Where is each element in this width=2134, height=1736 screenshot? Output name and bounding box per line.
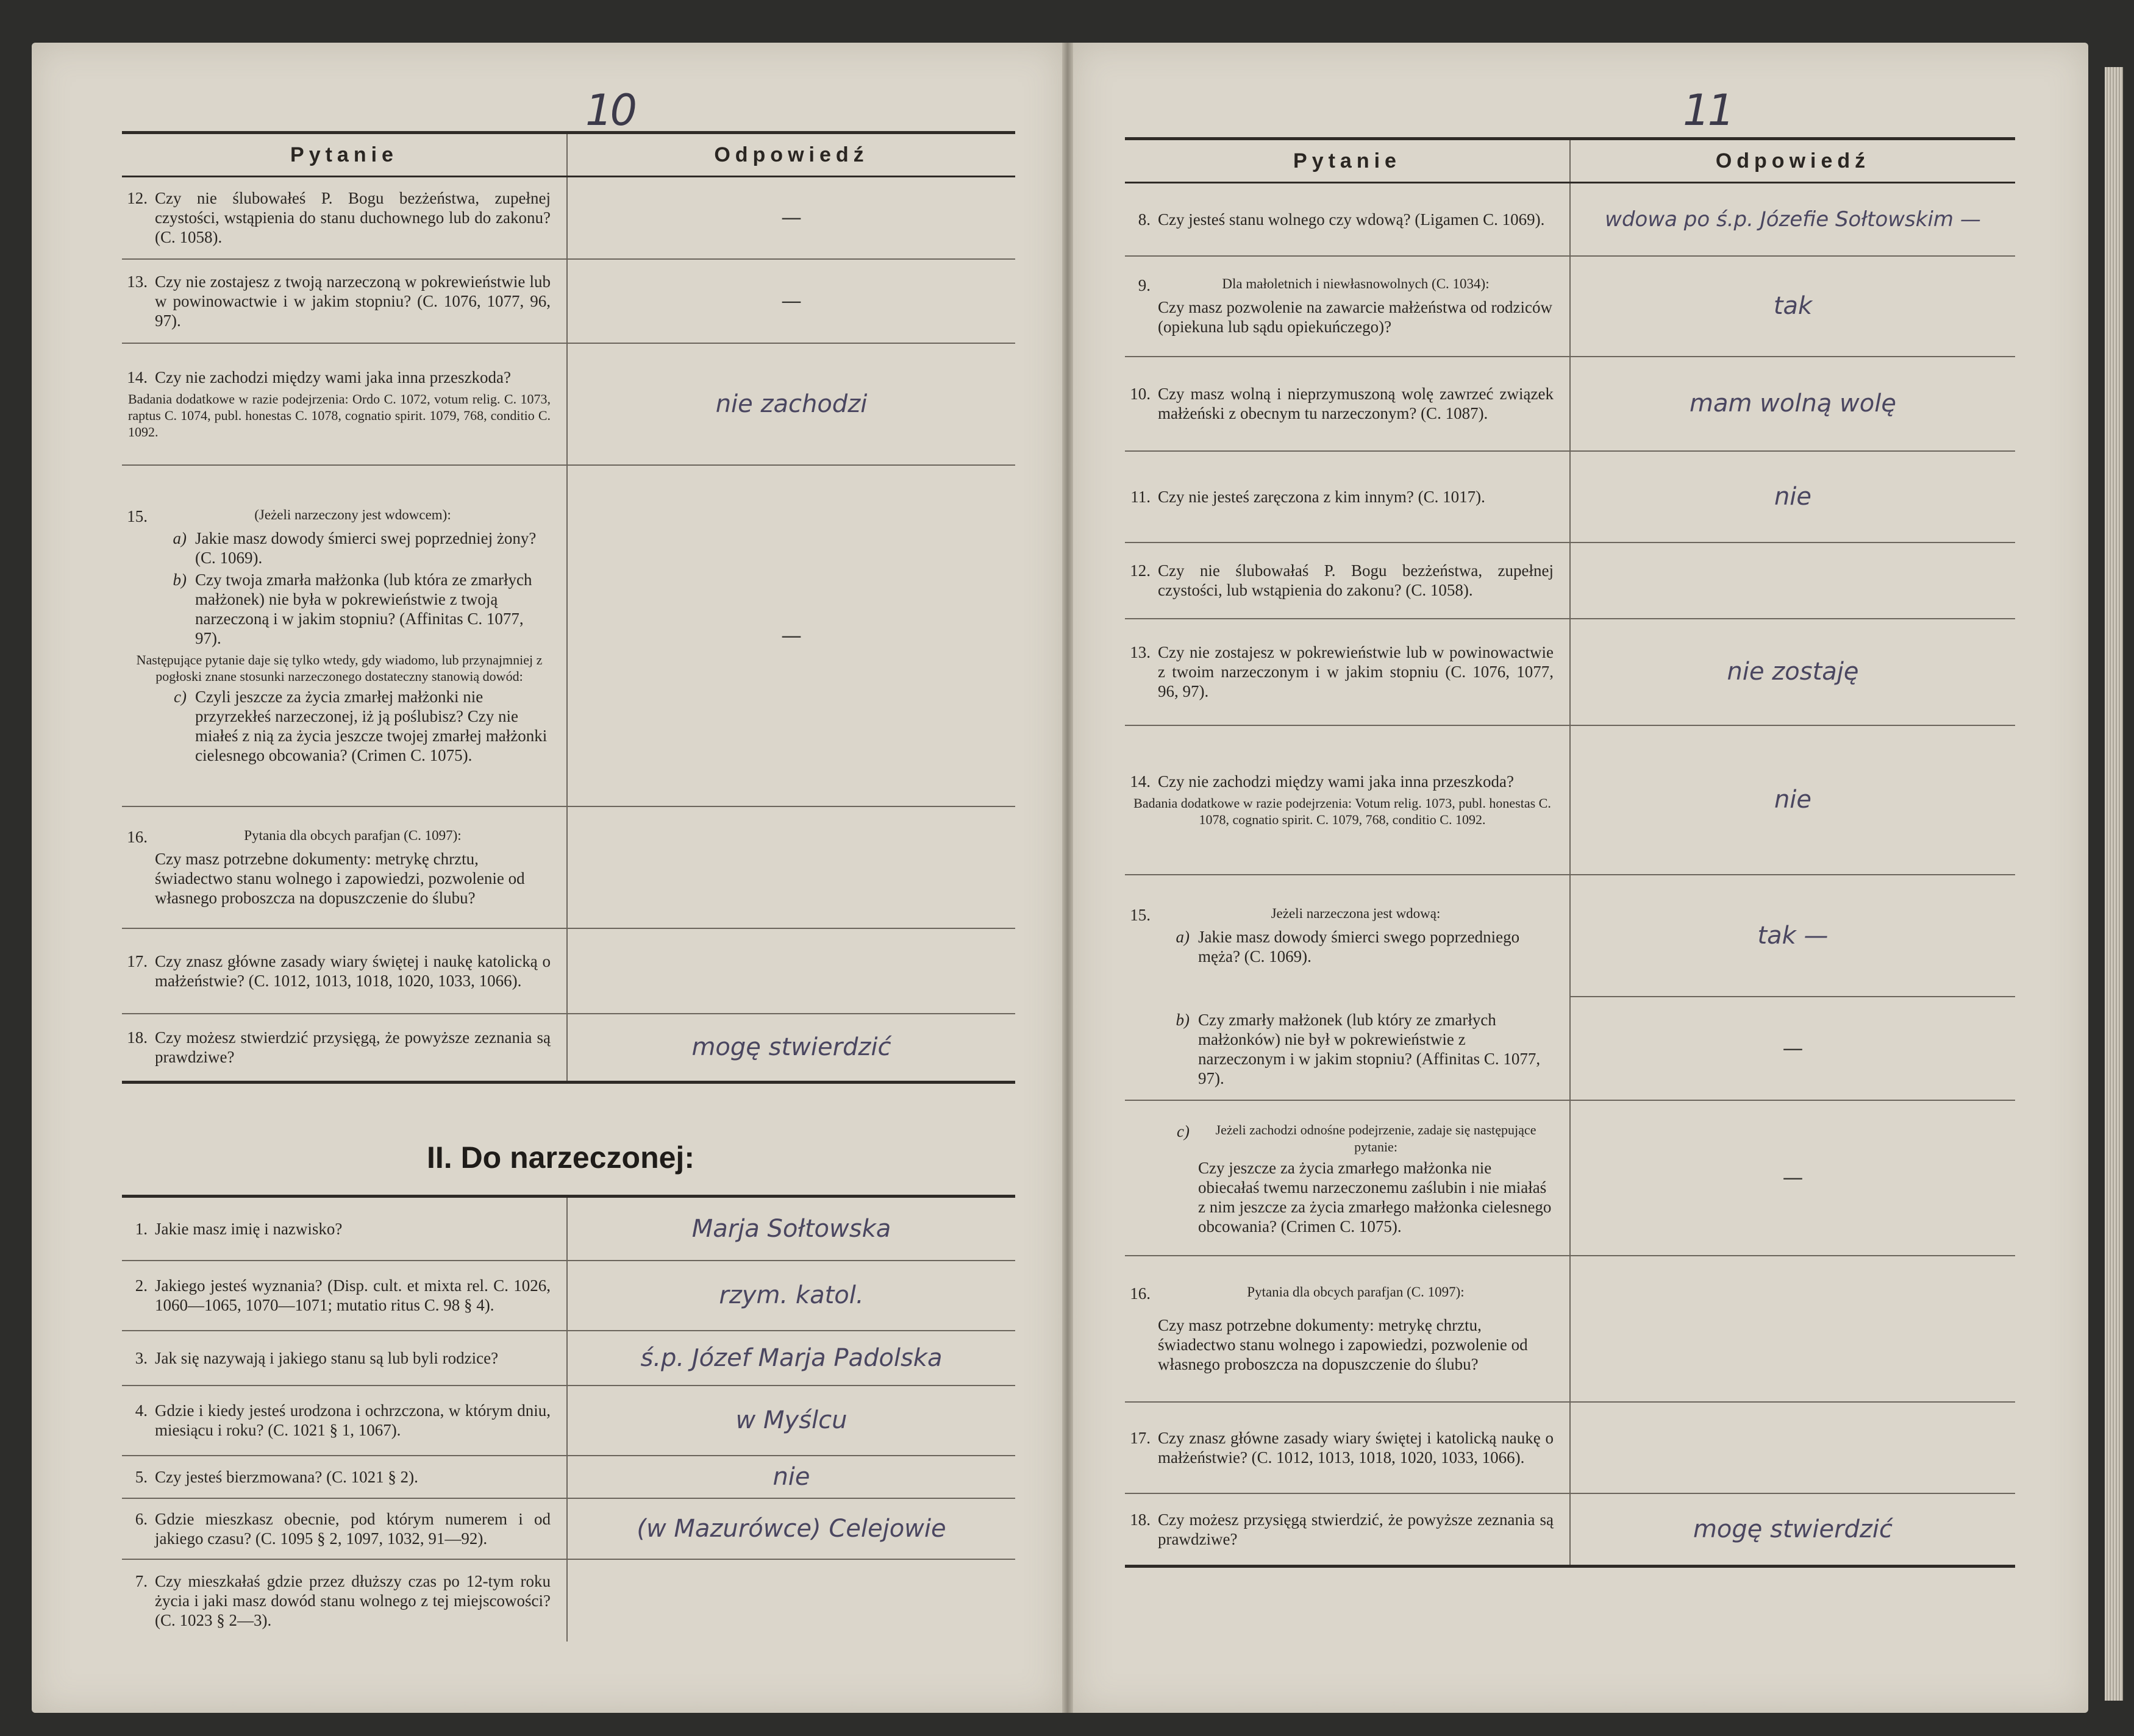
answer-cell (567, 1559, 1015, 1642)
table-row (122, 343, 1015, 465)
question-number: 2. (135, 1276, 148, 1295)
question-text: Czy jesteś stanu wolnego czy wdową? (Ligamen C. 1069). (1158, 210, 1545, 229)
question-text: Czy masz pozwolenie na zawarcie małżeństwa od rodziców (opiekuna lub sądu opiekuńczego)? (1158, 298, 1552, 336)
question-text: Czy mieszkałaś gdzie przez dłuższy czas po 12-tym roku życia i jaki masz dowód stanu wolnego z tej miejscowości? (C. 1023 § 2—3). (155, 1571, 551, 1629)
question-number: 16. (127, 827, 148, 846)
question-text: Czy nie ślubowałeś P. Bogu bezżeństwa, zupełnej czystości, wstąpienia do stanu duchownego lub do zakonu? (C. 1058). (155, 189, 551, 247)
subquestion-note: Jeżeli zachodzi odnośne podejrzenie, zadaje się następujące pytanie: (1215, 1122, 1536, 1154)
column-header-question: Pytanie (1125, 139, 1570, 183)
question-text: Czy nie zachodzi między wami jaka inna przeszkoda? (155, 368, 511, 386)
table-row (122, 1261, 1015, 1331)
question-number: 5. (135, 1467, 148, 1486)
subquestion-text: Czy jeszcze za życia zmarłego małżonka nie obiecałaś twemu narzeczonemu zaślubin i nie miałaś z nim jeszcze za życia zmarłego małżonka cielesnego obcowania? (Crimen C. 1075). (1198, 1159, 1552, 1236)
question-text: Czy jesteś bierzmowana? (C. 1021 § 2). (155, 1467, 418, 1486)
answer-cell: mogę stwierdzić (567, 1014, 1015, 1083)
subquestion-label: c) (174, 687, 187, 706)
question-text: Czy możesz przysięgą stwierdzić, że powyższe zeznania są prawdziwe? (1158, 1510, 1554, 1548)
question-number: 4. (135, 1401, 148, 1420)
table-row (122, 1197, 1015, 1261)
subquestion-label: b) (173, 570, 187, 589)
question-number: 18. (127, 1028, 148, 1047)
answer-cell: nie zachodzi (567, 343, 1015, 465)
question-header: Pytania dla obcych parafjan (C. 1097): (1247, 1284, 1465, 1300)
table-row (122, 177, 1015, 259)
table-row (122, 928, 1015, 1014)
left-question-table (122, 131, 1015, 1084)
subquestion-label: a) (173, 528, 187, 547)
question-number: 1. (135, 1219, 148, 1238)
table-row (1125, 875, 2015, 997)
question-number: 14. (127, 368, 148, 386)
table-row (122, 1498, 1015, 1559)
answer-cell: tak (1570, 256, 2015, 357)
table-row (1125, 1100, 2015, 1256)
table-row (1125, 1402, 2015, 1493)
question-number: 17. (127, 952, 148, 970)
question-number: 10. (1130, 385, 1151, 403)
bride-question-table (122, 1195, 1015, 1642)
answer-cell: — (1570, 1100, 2015, 1256)
answer-cell: (w Mazurówce) Celejowie (567, 1498, 1015, 1559)
answer-cell (1570, 1402, 2015, 1493)
subquestion-label: b) (1176, 1011, 1190, 1029)
page-edges (2105, 67, 2123, 1701)
question-header: Jeżeli narzeczona jest wdową: (1271, 906, 1441, 921)
table-row (1125, 256, 2015, 357)
answer-cell: nie (1570, 725, 2015, 875)
question-text: Gdzie i kiedy jesteś urodzona i ochrzczona, w którym dniu, miesiącu i roku? (C. 1021 § 1, 1067). (155, 1401, 551, 1439)
question-text: Jakie masz imię i nazwisko? (155, 1219, 343, 1238)
subquestion-text: Czy zmarły małżonek (lub który ze zmarłych małżonków) nie był w pokrewieństwie z narzeczonym i w jakim stopniu? (Affinitas C. 1077, 97). (1198, 1011, 1541, 1087)
question-number: 15. (127, 507, 148, 525)
table-row (1125, 183, 2015, 256)
table-row (122, 465, 1015, 806)
table-row (1125, 619, 2015, 725)
question-text: Czy możesz stwierdzić przysięgą, że powyższe zeznania są prawdziwe? (155, 1028, 551, 1067)
question-number: 14. (1130, 772, 1151, 791)
question-text: Czy znasz główne zasady wiary świętej i naukę katolicką o małżeństwie? (C. 1012, 1013, 1018, 1020, 1033, 1066). (155, 952, 551, 990)
subquestion-label: c) (1177, 1122, 1190, 1140)
table-row (1125, 451, 2015, 542)
question-number: 8. (1138, 210, 1151, 229)
question-number: 16. (1130, 1284, 1151, 1303)
answer-cell (1570, 1256, 2015, 1402)
answer-cell: ś.p. Józef Marja Padolska (567, 1331, 1015, 1386)
left-page-number: 10 (585, 85, 635, 135)
table-row (122, 259, 1015, 343)
table-row (122, 806, 1015, 928)
question-text: Czy nie jesteś zaręczona z kim innym? (C. 1017). (1158, 487, 1485, 506)
table-row (122, 1014, 1015, 1083)
question-note: Badania dodatkowe w razie podejrzenia: Votum relig. 1073, publ. honestas C. 1078, cognatio spirit. C. 1079, 768, conditio C. 1092. (1133, 795, 1551, 827)
book-gutter (1062, 43, 1073, 1713)
table-row (1125, 997, 2015, 1100)
subquestion-text: Czy twoja zmarła małżonka (lub która ze zmarłych małżonek) nie była w pokrewieństwie z twoją narzeczoną i w jakim stopniu? (Affinitas C. 1077, 97). (195, 570, 532, 647)
question-number: 18. (1130, 1510, 1151, 1529)
question-header: Dla małoletnich i niewłasnowolnych (C. 1034): (1222, 276, 1490, 291)
table-row (122, 1331, 1015, 1386)
question-text: Jakiego jesteś wyznania? (Disp. cult. et mixta rel. C. 1026, 1060—1065, 1070—1071; mutatio ritus C. 98 § 4). (155, 1276, 551, 1314)
question-number: 6. (135, 1509, 148, 1528)
table-row (122, 1559, 1015, 1642)
question-text: Czy nie ślubowałaś P. Bogu bezżeństwa, zupełnej czystości, lub wstąpienia do zakonu? (C. 1058). (1158, 561, 1554, 599)
subquestion-text: Jakie masz dowody śmierci swego poprzedniego męża? (C. 1069). (1198, 928, 1520, 966)
column-header-question: Pytanie (122, 133, 567, 177)
answer-cell: w Myślcu (567, 1386, 1015, 1456)
table-row (1125, 1256, 2015, 1402)
question-text: Czy masz wolną i nieprzymuszoną wolę zawrzeć związek małżeński z obecnym tu narzeczonym? (C. 1087). (1158, 385, 1554, 422)
table-row (122, 1386, 1015, 1456)
question-text: Czy masz potrzebne dokumenty: metrykę chrztu, świadectwo stanu wolnego i zapowiedzi, pozwolenie od własnego proboszcza na dopuszczenie do ślubu? (1158, 1315, 1528, 1373)
question-number: 17. (1130, 1428, 1151, 1447)
answer-cell: Marja Sołtowska (567, 1197, 1015, 1261)
question-number: 3. (135, 1348, 148, 1367)
question-note: Następujące pytanie daje się tylko wtedy, gdy wiadomo, lub przynajmniej z pogłoski znane stosunki narzeczonego dostateczny stanowią dowód: (136, 652, 543, 684)
answer-cell: — (567, 465, 1015, 806)
answer-cell: — (567, 259, 1015, 343)
answer-cell (567, 806, 1015, 928)
question-text: Czy nie zostajesz w pokrewieństwie lub w powinowactwie z twoim narzeczonym i w jakim stopniu (C. 1076, 1077, 96, 97). (1158, 643, 1554, 700)
table-row (1125, 725, 2015, 875)
question-number: 15. (1130, 906, 1151, 924)
answer-cell: nie (567, 1456, 1015, 1498)
question-text: Czy nie zachodzi między wami jaka inna przeszkoda? (1158, 772, 1514, 791)
question-note: Badania dodatkowe w razie podejrzenia: Ordo C. 1072, votum relig. C. 1073, raptus C. 1074, publ. honestas C. 1078, cognatio spirit. 1079, 768, conditio C. 1092. (128, 391, 551, 439)
section-title: II. Do narzeczonej: (427, 1140, 694, 1175)
answer-cell: rzym. katol. (567, 1261, 1015, 1331)
question-number: 11. (1130, 487, 1151, 506)
answer-cell: tak — (1570, 875, 2015, 997)
question-number: 12. (127, 189, 148, 208)
question-header: Pytania dla obcych parafjan (C. 1097): (244, 827, 462, 843)
answer-cell: mam wolną wolę (1570, 357, 2015, 451)
answer-cell: mogę stwierdzić (1570, 1493, 2015, 1567)
question-header: (Jeżeli narzeczony jest wdowcem): (254, 507, 451, 522)
answer-cell: — (567, 177, 1015, 259)
question-text: Gdzie mieszkasz obecnie, pod którym numerem i od jakiego czasu? (C. 1095 § 2, 1097, 1032, 91—92). (155, 1509, 551, 1548)
question-number: 12. (1130, 561, 1151, 580)
question-text: Czy nie zostajesz z twoją narzeczoną w pokrewieństwie lub w powinowactwie i w jakim stopniu? (C. 1076, 1077, 96, 97). (155, 272, 551, 330)
table-row (1125, 357, 2015, 451)
table-row (122, 1456, 1015, 1498)
answer-cell: — (1570, 997, 2015, 1100)
question-number: 7. (135, 1571, 148, 1590)
answer-cell (1570, 542, 2015, 619)
question-number: 13. (127, 272, 148, 291)
answer-cell: wdowa po ś.p. Józefie Sołtowskim — (1570, 183, 2015, 256)
answer-cell: nie zostaję (1570, 619, 2015, 725)
right-question-table (1125, 137, 2015, 1568)
answer-cell (567, 928, 1015, 1014)
subquestion-label: a) (1176, 928, 1190, 946)
table-row (1125, 542, 2015, 619)
question-number: 13. (1130, 643, 1151, 661)
answer-cell: nie (1570, 451, 2015, 542)
question-number: 9. (1138, 276, 1151, 294)
subquestion-text: Jakie masz dowody śmierci swej poprzedniej żony? (C. 1069). (195, 528, 537, 567)
question-text: Czy znasz główne zasady wiary świętej i katolicką naukę o małżeństwie? (C. 1012, 1013, 1018, 1020, 1033, 1066). (1158, 1428, 1554, 1467)
question-text: Czy masz potrzebne dokumenty: metrykę chrztu, świadectwo stanu wolnego i zapowiedzi, pozwolenie od własnego proboszcza na dopuszczenie do ślubu? (155, 849, 525, 907)
question-text: Jak się nazywają i jakiego stanu są lub byli rodzice? (155, 1348, 499, 1367)
column-header-answer: Odpowiedź (1570, 139, 2015, 183)
right-page-number: 11 (1683, 85, 1733, 135)
subquestion-text: Czyli jeszcze za życia zmarłej małżonki nie przyrzekłeś narzeczonej, iż ją poślubisz? Czy nie miałeś z nią za życia jeszcze twojej zmarłej małżonki cielesnego obcowania? (Crimen C. 1075). (195, 687, 548, 764)
table-row (1125, 1493, 2015, 1567)
column-header-answer: Odpowiedź (567, 133, 1015, 177)
